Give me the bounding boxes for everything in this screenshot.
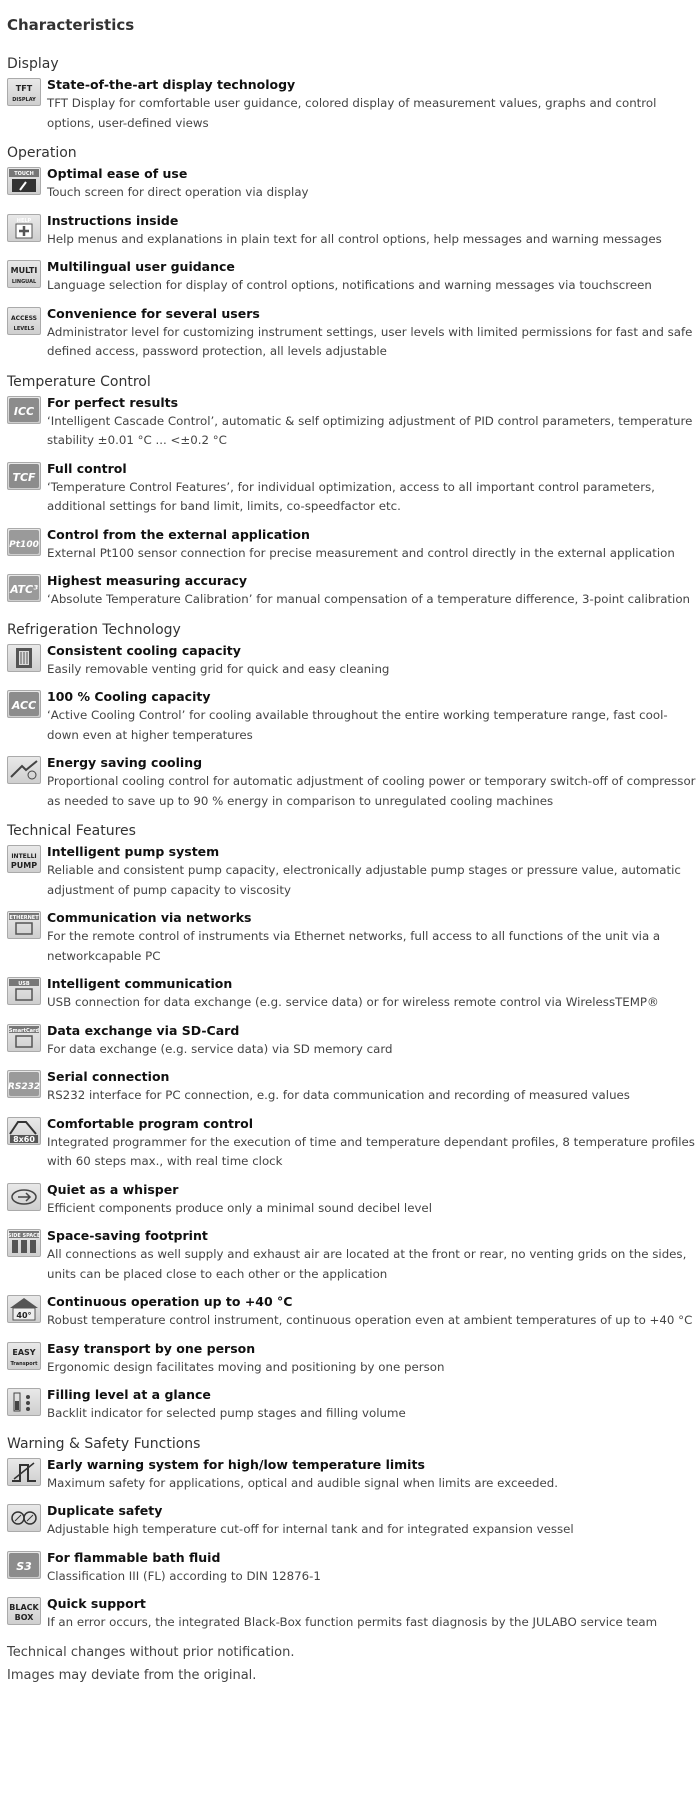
feature-text	[47, 1502, 697, 1540]
tft-display-icon	[7, 78, 41, 106]
feature-title: Instructions inside	[47, 212, 179, 228]
feature-item	[7, 1293, 700, 1331]
footer	[7, 1641, 700, 1687]
icon-label: TFT	[15, 84, 33, 93]
icon-label-secondary: DISPLAY	[12, 97, 36, 103]
icon-label: MULTI	[10, 266, 38, 275]
feature-description: Reliable and consistent pump capacity, electronically adjustable pump stages or pressure value, automatic adjustment of pump capacity to viscosity	[47, 863, 681, 897]
feature-title: Energy saving cooling	[47, 755, 203, 770]
feature-item	[7, 1502, 700, 1540]
filling-level-icon	[7, 1388, 41, 1416]
feature-item	[7, 212, 700, 250]
feature-item	[7, 1456, 700, 1494]
icon-label: Pt100	[9, 539, 39, 550]
feature-item	[7, 642, 700, 680]
icon-label: BLACK	[9, 1603, 39, 1612]
access-levels-icon	[7, 307, 41, 335]
icon-label: INTELLI	[11, 853, 37, 860]
feature-item	[7, 305, 700, 362]
icon-label-secondary: Transport	[10, 1360, 38, 1367]
section-title: Operation	[7, 145, 77, 161]
s3-icon	[7, 1551, 41, 1579]
feature-item	[7, 754, 700, 811]
icon-label: SmartCard	[8, 1027, 40, 1034]
feature-text	[47, 1115, 697, 1172]
feature-title: Intelligent pump system	[47, 844, 220, 859]
feature-title: Consistent cooling capacity	[47, 642, 241, 658]
feature-item	[7, 1386, 700, 1424]
icon-label: 40°	[16, 1311, 32, 1320]
program-8x60-icon	[7, 1117, 41, 1145]
icon-label: SIDE SPACE	[8, 1233, 40, 1239]
feature-text	[47, 460, 697, 517]
section-title: Technical Features	[7, 823, 136, 839]
multilingual-icon	[7, 260, 41, 288]
feature-item	[7, 460, 700, 517]
icon-label: ATC³	[10, 583, 38, 596]
easy-transport-icon	[7, 1342, 41, 1370]
feature-text	[47, 642, 697, 680]
section-title: Display	[7, 56, 59, 72]
feature-title: Serial connection	[47, 1069, 170, 1084]
feature-title: State-of-the-art display technology	[47, 77, 296, 92]
footer-images-note: Images may deviate from the original.	[7, 1667, 257, 1683]
feature-text	[47, 1386, 697, 1424]
feature-text	[47, 1549, 697, 1587]
touch-icon	[7, 167, 41, 195]
help-icon	[7, 214, 41, 242]
feature-title: Data exchange via SD-Card	[47, 1022, 240, 1038]
feature-item	[7, 843, 700, 900]
feature-description: Ergonomic design facilitates moving and positioning by one person	[47, 1359, 445, 1374]
feature-title: Multilingual user guidance	[47, 259, 235, 274]
feature-description: Adjustable high temperature cut-off for internal tank and for integrated expansion vessel	[47, 1522, 574, 1536]
feature-text	[47, 1456, 697, 1494]
section-temperature-control	[7, 372, 700, 610]
feature-description: Classification III (FL) according to DIN 12876-1	[47, 1568, 321, 1583]
feature-description: Help menus and explanations in plain text for all control options, help messages and warning messages	[47, 231, 662, 246]
feature-description: TFT Display for comfortable user guidance, colored display of measurement values, graphs and control options, user-defined views	[47, 96, 657, 130]
feature-description: For the remote control of instruments via Ethernet networks, full access to all functions of the unit via a networkcapable PC	[47, 929, 661, 963]
icon-label-secondary: LINGUAL	[11, 279, 37, 285]
feature-title: Continuous operation up to +40 °C	[47, 1294, 293, 1309]
feature-item	[7, 1340, 700, 1378]
page-title: Characteristics	[7, 16, 135, 34]
feature-description: Robust temperature control instrument, continuous operation even at ambient temperatures of up to +40 °C	[47, 1313, 693, 1327]
feature-item	[7, 975, 700, 1013]
feature-text	[47, 1068, 697, 1106]
icon-label: ETHERNET	[9, 915, 39, 921]
rs232-icon	[7, 1070, 41, 1098]
footer-notice: Technical changes without prior notification.	[7, 1644, 295, 1660]
side-space-icon	[7, 1229, 41, 1257]
continuous-40-icon	[7, 1295, 41, 1323]
section-refrigeration-technology	[7, 620, 700, 812]
feature-text	[47, 975, 697, 1013]
icon-label: TOUCH	[14, 171, 34, 177]
feature-item	[7, 1595, 700, 1633]
feature-title: For perfect results	[47, 394, 179, 410]
section-warning-safety-functions	[7, 1434, 700, 1633]
feature-title: 100 % Cooling capacity	[47, 689, 211, 704]
feature-description: Efficient components produce only a minimal sound decibel level	[47, 1200, 432, 1215]
feature-title: Duplicate safety	[47, 1503, 163, 1518]
feature-description: ‘Temperature Control Features’, for individual optimization, access to all important control parameters, additional settings for band limit, limits, co-speedfactor etc.	[47, 479, 655, 513]
icon-label: ICC	[13, 404, 35, 418]
feature-item	[7, 76, 700, 133]
feature-item	[7, 1022, 700, 1060]
feature-text	[47, 526, 697, 564]
feature-item	[7, 1549, 700, 1587]
feature-title: Comfortable program control	[47, 1115, 253, 1131]
icon-label-secondary: BOX	[14, 1613, 34, 1622]
feature-description: Integrated programmer for the execution of time and temperature dependant profiles, 8 temperature profiles with 60 steps max., with real time clock	[47, 1134, 695, 1168]
icc-icon	[7, 396, 41, 424]
icon-label: ACC	[11, 699, 37, 712]
feature-title: Early warning system for high/low temperature limits	[47, 1456, 425, 1472]
icon-label: RS232	[8, 1082, 40, 1092]
feature-description: Maximum safety for applications, optical and audible signal when limits are exceeded.	[47, 1475, 558, 1490]
black-box-icon	[7, 1597, 41, 1625]
icon-label: 8x60	[13, 1134, 35, 1144]
feature-title: Optimal ease of use	[47, 166, 188, 181]
feature-description: If an error occurs, the integrated Black-Box function permits fast diagnosis by the JULABO service team	[47, 1615, 658, 1629]
acc-icon	[7, 690, 41, 718]
feature-description: RS232 interface for PC connection, e.g. for data communication and recording of measured values	[47, 1088, 630, 1102]
feature-description: Administrator level for customizing instrument settings, user levels with limited permissions for fast and safe defined access, password protection, all levels adjustable	[47, 324, 693, 358]
feature-description: ‘Absolute Temperature Calibration’ for manual compensation of a temperature difference, 3-point calibration	[47, 592, 691, 606]
ethernet-icon	[7, 911, 41, 939]
feature-title: Quick support	[47, 1596, 146, 1611]
section-title: Refrigeration Technology	[7, 621, 181, 638]
feature-text	[47, 843, 697, 900]
feature-description: ‘Intelligent Cascade Control’, automatic & self optimizing adjustment of PID control parameters, temperature stability ±0.01 °C ... <±0.2 °C	[47, 413, 693, 447]
feature-item	[7, 688, 700, 745]
icon-label: TCF	[12, 470, 36, 484]
sd-card-icon	[7, 1024, 41, 1052]
feature-title: Control from the external application	[47, 526, 310, 542]
feature-text	[47, 1022, 697, 1060]
feature-text	[47, 909, 697, 966]
feature-title: Highest measuring accuracy	[47, 573, 248, 588]
feature-text	[47, 1340, 697, 1378]
feature-text	[47, 76, 697, 133]
duplicate-safety-icon	[7, 1504, 41, 1532]
intelli-pump-icon	[7, 845, 41, 873]
icon-label: USB	[18, 981, 30, 987]
feature-description: ‘Active Cooling Control’ for cooling available throughout the entire working temperature range, fast cool-down even at higher temperatures	[47, 708, 668, 742]
feature-description: External Pt100 sensor connection for precise measurement and control directly in the external application	[47, 545, 675, 560]
feature-item	[7, 572, 700, 610]
atc3-icon	[7, 574, 41, 602]
feature-text	[47, 688, 697, 745]
section-operation	[7, 143, 700, 362]
icon-label: S3	[16, 1559, 32, 1573]
sections-container	[7, 54, 700, 1633]
feature-text	[47, 305, 697, 362]
feature-item	[7, 526, 700, 564]
feature-text	[47, 212, 697, 250]
feature-title: Easy transport by one person	[47, 1340, 256, 1356]
icon-label-secondary: PUMP	[10, 861, 38, 870]
feature-item	[7, 909, 700, 966]
icon-label: ACCESS	[11, 314, 37, 322]
feature-text	[47, 754, 697, 811]
section-title: Warning & Safety Functions	[7, 1435, 201, 1452]
section-title: Temperature Control	[7, 373, 151, 390]
feature-text	[47, 258, 697, 296]
feature-title: Filling level at a glance	[47, 1387, 211, 1402]
feature-description: Touch screen for direct operation via display	[47, 185, 309, 199]
feature-title: Convenience for several users	[47, 305, 260, 321]
icon-label: EASY	[12, 1347, 36, 1357]
feature-text	[47, 165, 697, 203]
section-technical-features	[7, 821, 700, 1424]
icon-label: HELP	[16, 217, 32, 224]
usb-icon	[7, 977, 41, 1005]
pt100-icon	[7, 528, 41, 556]
energy-saving-icon	[7, 756, 41, 784]
feature-title: Quiet as a whisper	[47, 1181, 179, 1197]
feature-description: For data exchange (e.g. service data) via SD memory card	[47, 1041, 393, 1056]
feature-description: Proportional cooling control for automatic adjustment of cooling power or temporary switch-off of compressor as needed to save up to 90 % energy in comparison to unregulated cooling machines	[47, 774, 696, 808]
feature-item	[7, 1068, 700, 1106]
feature-item	[7, 258, 700, 296]
feature-text	[47, 1181, 697, 1219]
section-display	[7, 54, 700, 133]
tcf-icon	[7, 462, 41, 490]
feature-title: Intelligent communication	[47, 976, 233, 991]
feature-text	[47, 1293, 697, 1331]
feature-item	[7, 1181, 700, 1219]
feature-item	[7, 1115, 700, 1172]
feature-text	[47, 394, 697, 451]
feature-text	[47, 1595, 697, 1633]
feature-item	[7, 165, 700, 203]
icon-label-secondary: LEVELS	[13, 325, 35, 332]
early-warning-icon	[7, 1458, 41, 1486]
feature-title: Communication via networks	[47, 910, 252, 925]
feature-description: Easily removable venting grid for quick and easy cleaning	[47, 661, 390, 676]
quiet-icon	[7, 1183, 41, 1211]
venting-grid-icon	[7, 644, 41, 672]
feature-title: Space-saving footprint	[47, 1228, 208, 1243]
feature-description: USB connection for data exchange (e.g. service data) or for wireless remote control via WirelessTEMP®	[47, 995, 659, 1009]
feature-item	[7, 1227, 700, 1284]
feature-title: For flammable bath fluid	[47, 1549, 221, 1565]
feature-text	[47, 572, 697, 610]
feature-description: All connections as well supply and exhaust air are located at the front or rear, no venting grids on the sides, units can be placed close to each other or the application	[47, 1247, 687, 1281]
feature-title: Full control	[47, 460, 127, 476]
feature-text	[47, 1227, 697, 1284]
feature-description: Language selection for display of control options, notifications and warning messages via touchscreen	[47, 278, 652, 292]
feature-item	[7, 394, 700, 451]
feature-description: Backlit indicator for selected pump stages and filling volume	[47, 1406, 406, 1420]
